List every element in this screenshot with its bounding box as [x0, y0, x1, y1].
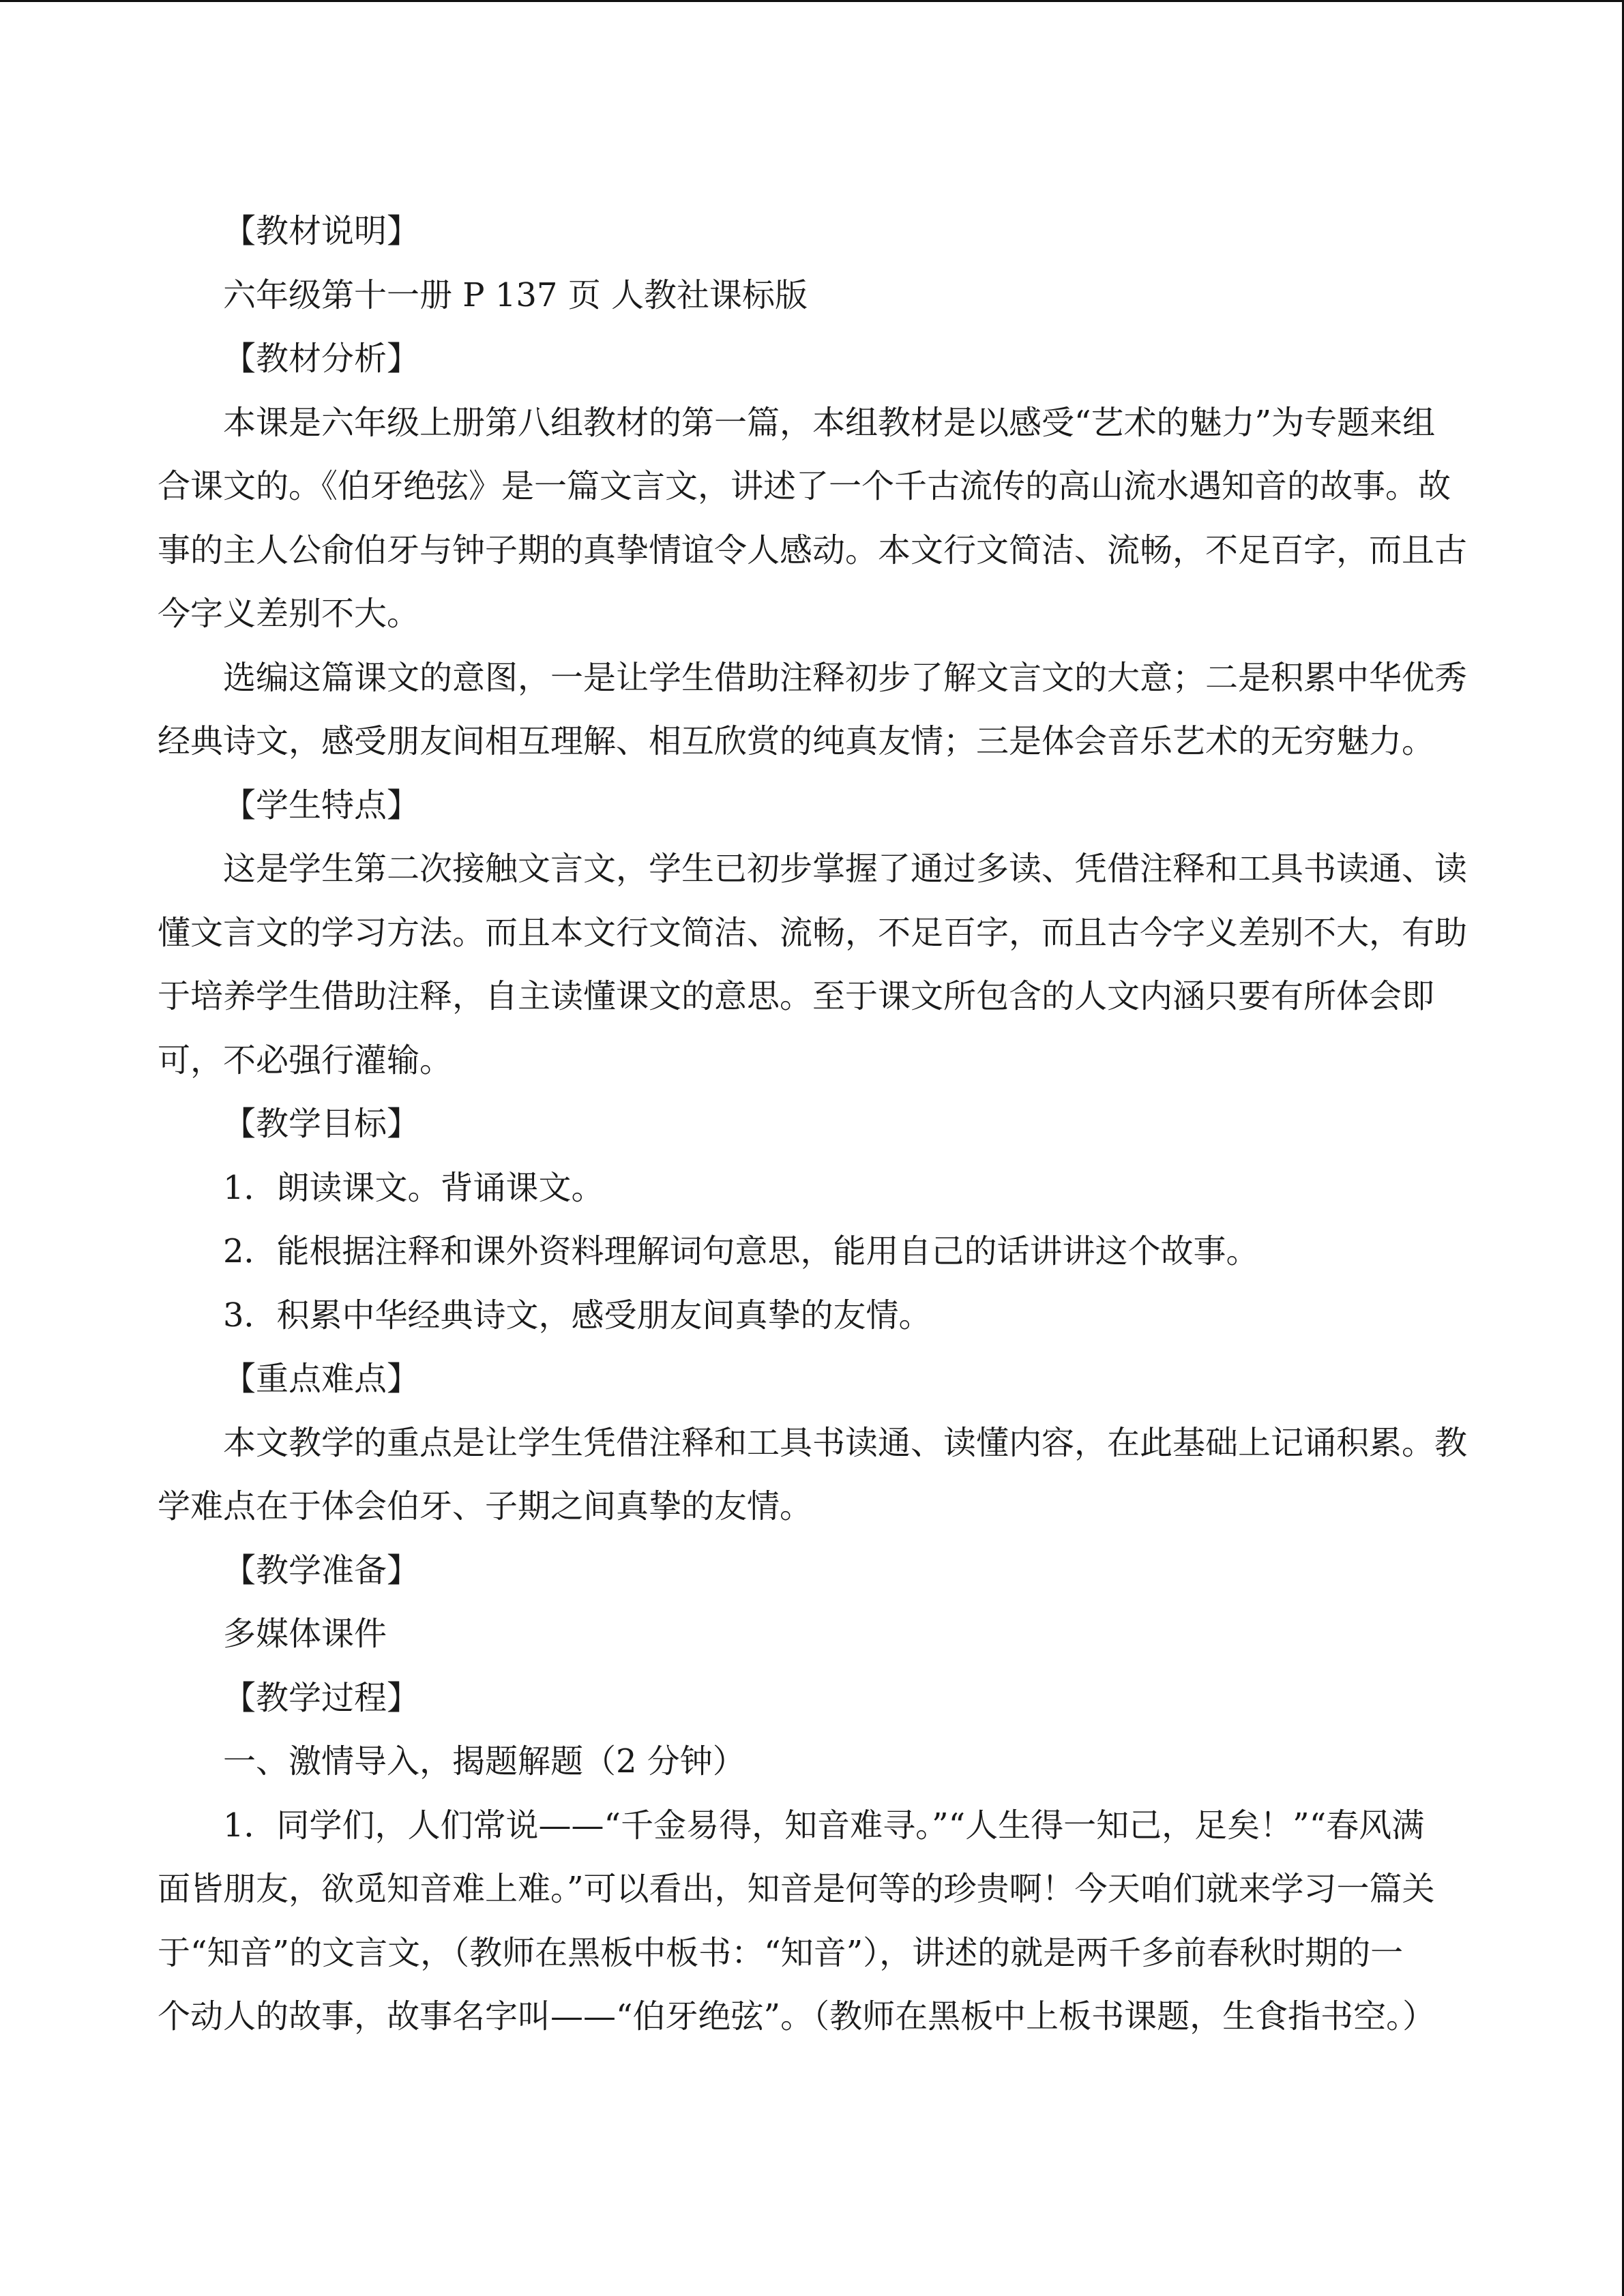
paragraph-line: 事的主人公俞伯牙与钟子期的真挚情谊令人感动。本文行文简洁、流畅，不足百字，而且古	[158, 531, 1468, 569]
paragraph-line: 个动人的故事，故事名字叫——“伯牙绝弦”。（教师在黑板中上板书课题，生食指书空。）	[158, 1997, 1436, 2036]
document-body	[158, 200, 1468, 2049]
objective-item: 1．朗读课文。背诵课文。	[223, 1168, 604, 1207]
paragraph-line: 1．同学们，人们常说——“千金易得，知音难寻。”“人生得一知己，足矣！”“春风满	[223, 1806, 1425, 1845]
paragraph-line: 可，不必强行灌输。	[158, 1041, 453, 1079]
objective-item: 3．积累中华经典诗文，感受朋友间真挚的友情。	[223, 1296, 932, 1335]
section-heading: 【教材分析】	[223, 340, 420, 378]
paragraph-line: 这是学生第二次接触文言文，学生已初步掌握了通过多读、凭借注释和工具书读通、读	[223, 850, 1468, 888]
section-heading: 【教学目标】	[223, 1105, 420, 1143]
paragraph-line: 六年级第十一册 P 137 页 人教社课标版	[223, 275, 808, 314]
paragraph-line: 经典诗文，感受朋友间相互理解、相互欣赏的纯真友情；三是体会音乐艺术的无穷魅力。	[158, 722, 1435, 760]
paragraph-line: 选编这篇课文的意图，一是让学生借助注释初步了解文言文的大意；二是积累中华优秀	[223, 658, 1468, 697]
paragraph-line: 懂文言文的学习方法。而且本文行文简洁、流畅，不足百字，而且古今字义差别不大，有助	[158, 913, 1468, 952]
section-heading: 【教学过程】	[223, 1678, 420, 1717]
section-heading: 【学生特点】	[223, 786, 420, 824]
section-heading: 【重点难点】	[223, 1360, 420, 1398]
paragraph-line: 今字义差别不大。	[158, 595, 420, 633]
paragraph-line: 面皆朋友，欲觅知音难上难。”可以看出，知音是何等的珍贵啊！今天咱们就来学习一篇关	[158, 1870, 1435, 1908]
paragraph-line: 本文教学的重点是让学生凭借注释和工具书读通、读懂内容，在此基础上记诵积累。教	[223, 1423, 1468, 1462]
subsection-heading: 一、激情导入，揭题解题（2 分钟）	[223, 1742, 745, 1780]
paragraph-line: 本课是六年级上册第八组教材的第一篇，本组教材是以感受“艺术的魅力”为专题来组	[223, 403, 1436, 442]
section-heading: 【教材说明】	[223, 212, 420, 250]
paragraph-line: 于“知音”的文言文，（教师在黑板中板书：“知音”），讲述的就是两千多前春秋时期的一	[158, 1933, 1404, 1972]
paragraph-line: 多媒体课件	[223, 1615, 387, 1653]
paragraph-line: 学难点在于体会伯牙、子期之间真挚的友情。	[158, 1487, 813, 1525]
paragraph-line: 合课文的。《伯牙绝弦》是一篇文言文，讲述了一个千古流传的高山流水遇知音的故事。故	[158, 467, 1451, 505]
section-heading: 【教学准备】	[223, 1551, 420, 1590]
paragraph-line: 于培养学生借助注释，自主读懂课文的意思。至于课文所包含的人文内涵只要有所体会即	[158, 977, 1435, 1015]
objective-item: 2．能根据注释和课外资料理解词句意思，能用自己的话讲讲这个故事。	[223, 1232, 1259, 1270]
